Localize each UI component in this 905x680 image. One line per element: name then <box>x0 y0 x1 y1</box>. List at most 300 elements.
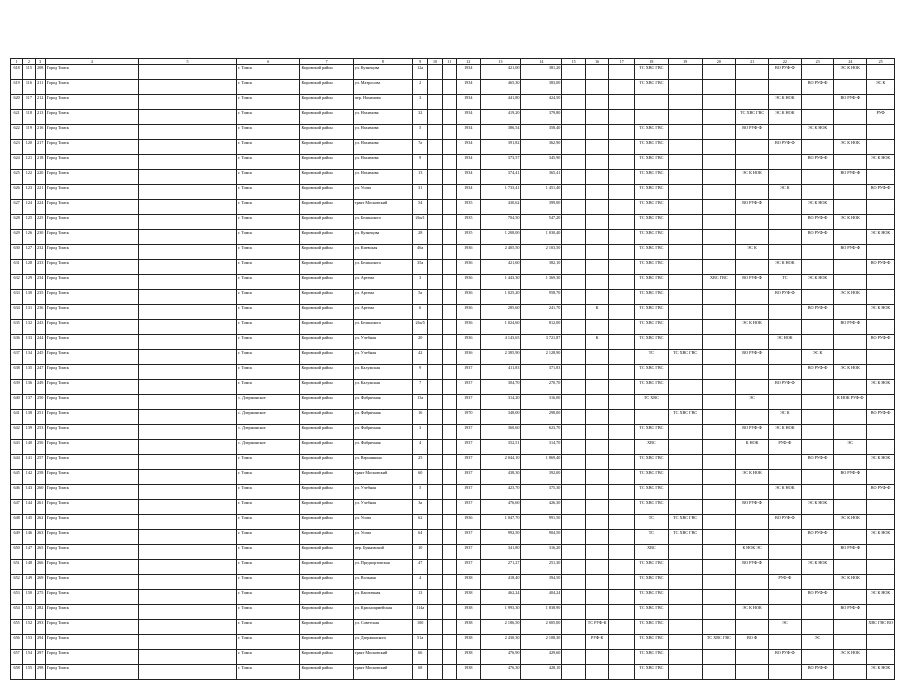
table-cell: ул. Учебная <box>353 485 412 500</box>
table-cell <box>834 620 867 635</box>
table-cell: 2 405,50 <box>480 245 521 260</box>
table-cell: 430,62 <box>480 200 521 215</box>
table-cell <box>702 665 736 680</box>
table-cell: 1937 <box>456 380 480 395</box>
table-cell: ЭС К <box>768 185 801 200</box>
table-cell <box>736 140 769 155</box>
table-cell <box>801 245 834 260</box>
table-cell: 220 <box>35 170 45 185</box>
table-cell <box>138 605 236 620</box>
table-cell: Кировский район <box>300 230 353 245</box>
table-cell: Город Томск <box>45 95 138 110</box>
table-cell <box>562 380 586 395</box>
table-cell <box>562 140 586 155</box>
table-cell: 623,70 <box>521 425 562 440</box>
table-cell: 62 <box>413 515 428 530</box>
table-cell <box>668 80 702 95</box>
table-cell: 135 <box>23 365 35 380</box>
table-cell <box>668 275 702 290</box>
table-cell <box>585 170 609 185</box>
table-cell: 269 <box>35 575 45 590</box>
table-cell: 1936 <box>456 320 480 335</box>
table-cell <box>585 290 609 305</box>
table-cell <box>702 425 736 440</box>
table-cell: 1937 <box>456 395 480 410</box>
table-cell: К НОК <box>736 440 769 455</box>
table-cell <box>609 200 635 215</box>
table-cell: 146 <box>23 530 35 545</box>
table-cell <box>428 155 442 170</box>
table-cell <box>585 185 609 200</box>
table-cell: 547,20 <box>521 215 562 230</box>
table-cell <box>562 110 586 125</box>
table-cell <box>768 545 801 560</box>
table-cell: ЭС К НОК <box>768 95 801 110</box>
table-cell <box>801 515 834 530</box>
table-cell <box>138 365 236 380</box>
table-cell <box>562 95 586 110</box>
table-cell: 1 838,90 <box>521 605 562 620</box>
table-cell: 462,24 <box>480 590 521 605</box>
table-cell <box>562 665 586 680</box>
table-cell <box>562 170 586 185</box>
table-cell: 640 <box>11 395 23 410</box>
table-cell: ТС <box>635 515 669 530</box>
table-cell <box>801 620 834 635</box>
table-cell <box>428 590 442 605</box>
table-cell: ВО РУФ-Ф <box>867 260 895 275</box>
table-cell: с. Дзержинское <box>237 395 300 410</box>
table-cell: 10 <box>413 545 428 560</box>
table-cell: Город Томск <box>45 335 138 350</box>
table-cell: г. Томск <box>237 575 300 590</box>
table-cell <box>702 455 736 470</box>
table-cell <box>442 305 456 320</box>
table-cell <box>609 665 635 680</box>
table-cell: ул. Вольная <box>353 575 412 590</box>
table-cell: 4 143,65 <box>480 335 521 350</box>
table-cell: 404,24 <box>521 590 562 605</box>
table-cell <box>668 545 702 560</box>
table-cell: 373,57 <box>480 155 521 170</box>
table-cell: 5 <box>413 125 428 140</box>
table-cell <box>736 380 769 395</box>
table-cell: 316,00 <box>521 395 562 410</box>
table-cell <box>138 560 236 575</box>
table-cell: 2 385,90 <box>480 350 521 365</box>
table-row <box>11 635 895 650</box>
table-cell <box>668 650 702 665</box>
table-cell <box>736 215 769 230</box>
table-cell <box>834 125 867 140</box>
table-cell: ВО РУФ-Ф <box>834 320 867 335</box>
table-cell: ЭС <box>768 620 801 635</box>
table-cell: ВО РУФ-Ф <box>801 230 834 245</box>
table-cell <box>801 140 834 155</box>
table-cell: 657 <box>11 650 23 665</box>
table-cell: 293 <box>35 620 45 635</box>
table-cell: 1934 <box>456 65 480 80</box>
column-number: 5 <box>138 59 236 65</box>
table-cell <box>138 155 236 170</box>
table-cell: 1937 <box>456 440 480 455</box>
table-cell: ВО РУФ-Ф <box>801 215 834 230</box>
table-cell: 234 <box>35 275 45 290</box>
table-cell <box>585 260 609 275</box>
table-cell: 1936 <box>456 275 480 290</box>
table-cell <box>801 185 834 200</box>
table-cell: г. Томск <box>237 140 300 155</box>
table-cell: 629 <box>11 230 23 245</box>
column-number: 4 <box>45 59 138 65</box>
table-cell: 1934 <box>456 125 480 140</box>
table-cell <box>801 170 834 185</box>
table-row <box>11 95 895 110</box>
table-cell: ТС ХВС ГВС <box>635 470 669 485</box>
table-cell <box>867 515 895 530</box>
table-cell: 1937 <box>456 455 480 470</box>
table-cell: 141 <box>23 455 35 470</box>
table-cell <box>736 155 769 170</box>
table-cell: ЭС К НОК <box>801 125 834 140</box>
table-cell: РУФ <box>867 110 895 125</box>
table-cell: ВО РУФ-Ф <box>768 650 801 665</box>
table-cell: ул. Учебная <box>353 350 412 365</box>
table-cell: г. Томск <box>237 275 300 290</box>
table-cell: 128 <box>23 260 35 275</box>
table-cell: Город Томск <box>45 590 138 605</box>
table-cell: 654 <box>11 605 23 620</box>
table-cell: ул. Предпортовская <box>353 560 412 575</box>
table-cell: 399,00 <box>521 200 562 215</box>
table-cell <box>834 425 867 440</box>
table-cell: 649 <box>11 530 23 545</box>
table-cell: 258 <box>35 470 45 485</box>
table-cell: Кировский район <box>300 425 353 440</box>
table-cell <box>442 545 456 560</box>
table-cell <box>834 410 867 425</box>
table-cell: 35а <box>413 260 428 275</box>
table-cell <box>609 440 635 455</box>
table-row <box>11 560 895 575</box>
table-cell: Кировский район <box>300 215 353 230</box>
table-cell: 1934 <box>456 80 480 95</box>
table-cell <box>736 530 769 545</box>
table-cell: ТС ХВС ГВС <box>668 530 702 545</box>
table-cell: 652 <box>11 575 23 590</box>
table-cell <box>562 410 586 425</box>
table-cell <box>138 260 236 275</box>
table-cell: г. Томск <box>237 110 300 125</box>
table-cell <box>801 470 834 485</box>
table-cell: 421,00 <box>480 65 521 80</box>
table-cell: 225 <box>35 215 45 230</box>
table-cell: 386,54 <box>480 125 521 140</box>
table-cell <box>668 140 702 155</box>
table-cell: ул. Кузнецова <box>353 65 412 80</box>
table-cell: 1934 <box>456 185 480 200</box>
table-cell <box>585 515 609 530</box>
table-cell: Город Томск <box>45 650 138 665</box>
table-row <box>11 575 895 590</box>
table-cell: 130 <box>23 290 35 305</box>
table-cell <box>609 380 635 395</box>
table-cell: 644 <box>11 455 23 470</box>
table-cell: 120 <box>23 140 35 155</box>
table-cell <box>428 530 442 545</box>
table-cell <box>668 170 702 185</box>
table-cell <box>428 65 442 80</box>
table-cell: Кировский район <box>300 440 353 455</box>
table-cell <box>428 605 442 620</box>
table-cell: 2 044,10 <box>480 455 521 470</box>
table-cell: 297 <box>35 650 45 665</box>
table-cell <box>442 500 456 515</box>
table-cell: ВО РУФ-Ф <box>768 515 801 530</box>
table-cell <box>428 485 442 500</box>
table-cell: ЭС К НОК <box>834 575 867 590</box>
table-cell <box>442 485 456 500</box>
table-cell <box>834 230 867 245</box>
table-cell <box>562 530 586 545</box>
table-cell: ул. Фабричная <box>353 425 412 440</box>
table-cell <box>736 95 769 110</box>
table-row <box>11 365 895 380</box>
table-row <box>11 530 895 545</box>
table-cell: 1 047,70 <box>480 515 521 530</box>
table-cell <box>702 470 736 485</box>
table-cell: ул. Калужская <box>353 365 412 380</box>
table-cell: 232 <box>35 245 45 260</box>
table-cell: 1 443,30 <box>480 275 521 290</box>
table-cell <box>442 260 456 275</box>
table-cell: ВО РУФ-Ф <box>801 155 834 170</box>
table-cell <box>138 545 236 560</box>
table-cell <box>702 170 736 185</box>
table-cell: тракт Московский <box>353 650 412 665</box>
table-cell: 1934 <box>456 140 480 155</box>
table-cell: 265 <box>35 545 45 560</box>
table-cell: 13 <box>413 170 428 185</box>
table-cell <box>428 515 442 530</box>
table-cell <box>442 230 456 245</box>
table-cell <box>428 410 442 425</box>
table-cell: 635 <box>11 320 23 335</box>
table-cell: 426,30 <box>521 500 562 515</box>
table-row <box>11 230 895 245</box>
table-cell <box>428 110 442 125</box>
table-cell <box>768 80 801 95</box>
table-cell <box>668 185 702 200</box>
table-cell: Город Томск <box>45 260 138 275</box>
table-cell: 66 <box>413 650 428 665</box>
table-cell <box>585 320 609 335</box>
table-cell: Кировский район <box>300 560 353 575</box>
table-cell: Город Томск <box>45 410 138 425</box>
table-cell: ВО РУФ-Ф <box>736 275 769 290</box>
table-cell: ВО РУФ-Ф <box>867 185 895 200</box>
table-cell <box>138 620 236 635</box>
table-cell <box>702 620 736 635</box>
table-cell: 1 030,40 <box>521 230 562 245</box>
table-cell <box>562 515 586 530</box>
table-cell: 365,41 <box>521 170 562 185</box>
table-cell: Кировский район <box>300 125 353 140</box>
table-cell: К НОК ЭС <box>736 545 769 560</box>
table-cell: ТС ХВС ГВС <box>635 590 669 605</box>
table-cell: ТС ХВС ГВС <box>635 635 669 650</box>
table-cell: ТС ХВС ГВС <box>635 200 669 215</box>
table-cell: 3 <box>413 95 428 110</box>
table-cell <box>138 185 236 200</box>
table-cell <box>138 665 236 680</box>
table-cell: 7 <box>413 380 428 395</box>
table-cell: ул. Нахимова <box>353 125 412 140</box>
table-cell: 1938 <box>456 665 480 680</box>
table-cell: 645 <box>11 470 23 485</box>
table-cell <box>562 365 586 380</box>
table-cell: 1 451,40 <box>521 185 562 200</box>
table-cell: ВО РУФ-Ф <box>768 290 801 305</box>
table-cell: 26а/5 <box>413 320 428 335</box>
table-cell: ТС ХВС ГВС <box>635 125 669 140</box>
column-number: 7 <box>300 59 353 65</box>
table-cell <box>867 500 895 515</box>
table-cell: 1935 <box>456 215 480 230</box>
table-row <box>11 140 895 155</box>
table-cell <box>562 425 586 440</box>
table-cell: Город Томск <box>45 395 138 410</box>
column-number: 1 <box>11 59 23 65</box>
table-cell <box>442 575 456 590</box>
table-cell <box>562 545 586 560</box>
table-cell: 1936 <box>456 245 480 260</box>
table-cell: 294 <box>35 635 45 650</box>
table-cell <box>668 665 702 680</box>
table-cell: 1934 <box>456 95 480 110</box>
table-cell <box>768 350 801 365</box>
table-cell: Город Томск <box>45 530 138 545</box>
table-cell <box>768 530 801 545</box>
table-cell: 418,40 <box>480 575 521 590</box>
table-cell: 1934 <box>456 170 480 185</box>
table-cell <box>801 65 834 80</box>
table-cell <box>736 515 769 530</box>
table-row <box>11 455 895 470</box>
table-cell: 392,00 <box>521 470 562 485</box>
table-cell <box>585 65 609 80</box>
table-cell <box>428 320 442 335</box>
table-cell: 1934 <box>456 110 480 125</box>
table-cell: Кировский район <box>300 185 353 200</box>
table-cell <box>562 65 586 80</box>
table-cell <box>668 620 702 635</box>
table-cell <box>668 110 702 125</box>
table-cell <box>442 380 456 395</box>
table-cell: 4 <box>413 440 428 455</box>
table-cell: ЭС К <box>867 80 895 95</box>
table-cell: ЭС К НОК <box>736 605 769 620</box>
table-row <box>11 605 895 620</box>
table-cell: ВО РУФ-Ф <box>736 425 769 440</box>
table-cell <box>834 380 867 395</box>
table-cell: ТС <box>768 275 801 290</box>
table-cell: 1937 <box>456 530 480 545</box>
table-cell: ЭС К НОК <box>736 470 769 485</box>
table-cell <box>585 275 609 290</box>
table-cell <box>867 125 895 140</box>
table-cell: 142 <box>23 470 35 485</box>
table-cell: 152 <box>23 620 35 635</box>
table-cell <box>428 200 442 215</box>
table-cell <box>562 200 586 215</box>
table-row <box>11 665 895 680</box>
table-cell: г. Томск <box>237 650 300 665</box>
table-cell <box>138 380 236 395</box>
table-cell <box>668 425 702 440</box>
table-cell: 624 <box>11 155 23 170</box>
table-cell <box>736 410 769 425</box>
table-cell: ул. Красноармейская <box>353 605 412 620</box>
table-cell <box>609 410 635 425</box>
table-cell <box>585 575 609 590</box>
table-cell: 641 <box>11 410 23 425</box>
table-cell <box>442 650 456 665</box>
table-cell: 371,83 <box>521 365 562 380</box>
table-cell: ТС ХВС ГВС <box>635 335 669 350</box>
table-cell <box>562 320 586 335</box>
table-cell <box>702 410 736 425</box>
table-cell: ВО РУФ-Ф <box>801 365 834 380</box>
table-cell: ТС ХВС ГВС <box>635 65 669 80</box>
table-cell <box>609 110 635 125</box>
table-cell <box>562 560 586 575</box>
table-cell: ВО РУФ-Ф <box>768 65 801 80</box>
table-cell <box>736 260 769 275</box>
table-cell: 904,50 <box>521 530 562 545</box>
table-cell <box>428 185 442 200</box>
table-cell <box>768 665 801 680</box>
table-cell <box>138 125 236 140</box>
table-cell: 271,27 <box>480 560 521 575</box>
table-cell <box>585 605 609 620</box>
table-cell: Кировский район <box>300 650 353 665</box>
table-cell: г. Томск <box>237 515 300 530</box>
table-cell: 428,10 <box>521 665 562 680</box>
table-cell: 218 <box>35 155 45 170</box>
table-cell: 266 <box>35 560 45 575</box>
table-cell <box>867 170 895 185</box>
table-cell <box>768 500 801 515</box>
table-cell <box>428 665 442 680</box>
table-cell: Кировский район <box>300 305 353 320</box>
table-cell: РУФ-К <box>585 635 609 650</box>
table-cell <box>585 80 609 95</box>
table-cell <box>562 500 586 515</box>
table-cell: ул. Нахимова <box>353 110 412 125</box>
table-cell <box>668 365 702 380</box>
table-cell: ТС ХВС ГВС <box>635 140 669 155</box>
table-cell: 1938 <box>456 635 480 650</box>
table-cell: 3а <box>413 500 428 515</box>
table-cell: Город Томск <box>45 545 138 560</box>
table-cell: с. Дзержинское <box>237 440 300 455</box>
table-cell <box>702 305 736 320</box>
table-cell <box>562 620 586 635</box>
table-cell: 316,20 <box>521 545 562 560</box>
table-cell: 476,60 <box>480 500 521 515</box>
table-cell <box>585 560 609 575</box>
